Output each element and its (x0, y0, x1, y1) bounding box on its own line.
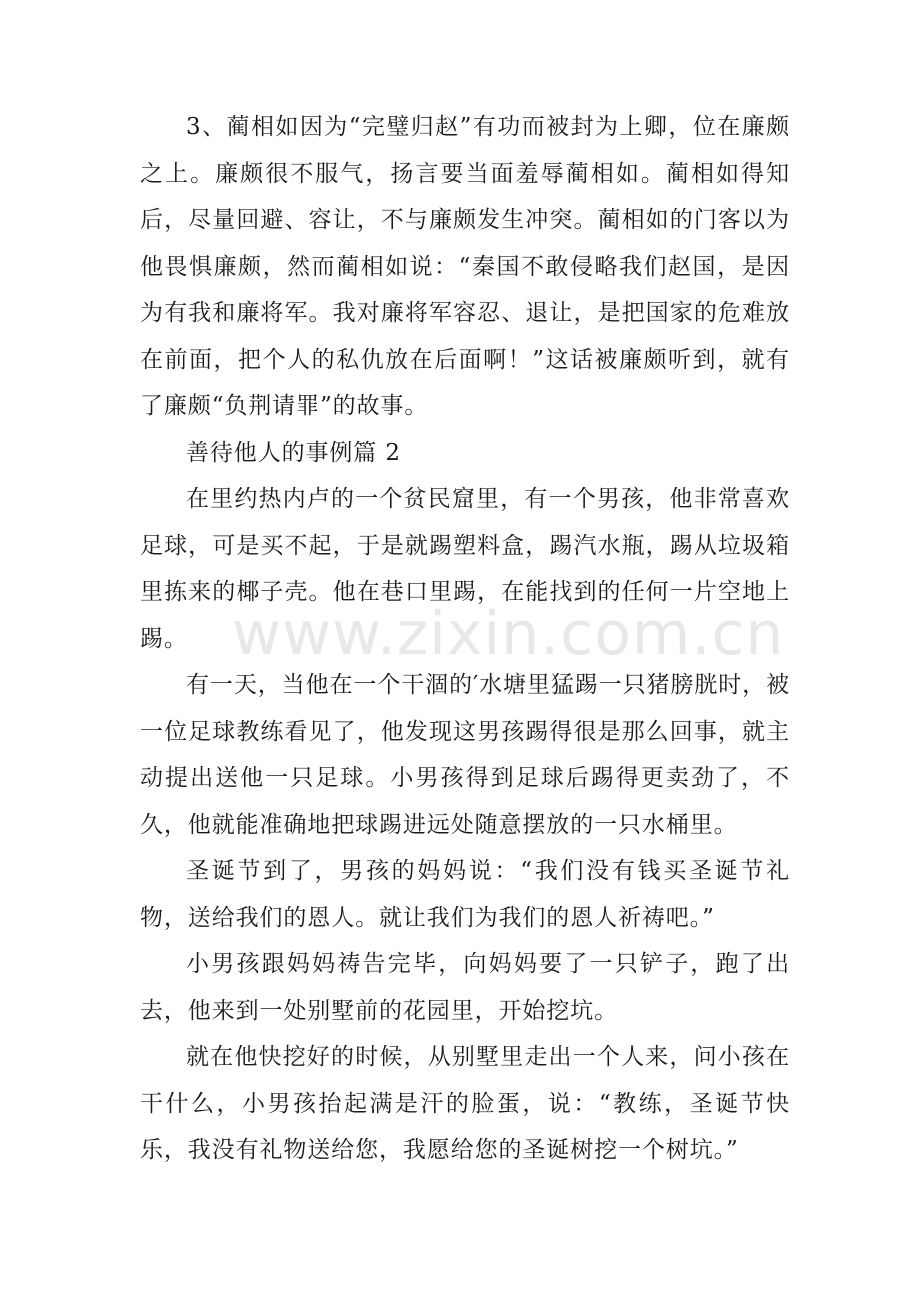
paragraph-christmas: 圣诞节到了，男孩的妈妈说：“我们没有钱买圣诞节礼物，送给我们的恩人。就让我们为我们的恩人祈祷吧。” (140, 858, 790, 931)
paragraph-tree-hole: 就在他快挖好的时候，从别墅里走出一个人来，问小孩在干什么，小男孩抬起满是汗的脸蛋，说：“教练，圣诞节快乐，我没有礼物送给您，我愿给您的圣诞树挖一个树坑。” (140, 1044, 790, 1163)
document-body (140, 104, 790, 1174)
section-heading: 善待他人的事例篇 2 (186, 439, 401, 466)
paragraph-coach: 有一天，当他在一个干涸的′水塘里猛踢一只猪膀胱时，被一位足球教练看见了，他发现这男孩踢得很是那么回事，就主动提出送他一只足球。小男孩得到足球后踢得更卖劲了，不久，他就能准确地把球踢进远处随意摆放的一只水桶里。 (140, 672, 790, 838)
paragraph-shovel: 小男孩跟妈妈祷告完毕，向妈妈要了一只铲子，跑了出去，他来到一处别墅前的花园里，开始挖坑。 (140, 951, 790, 1024)
watermark: www.zixin.com.cn (232, 599, 785, 669)
paragraph-lin-xiangru: 3、蔺相如因为“完璧归赵”有功而被封为上卿，位在廉颇之上。廉颇很不服气，扬言要当面羞辱蔺相如。蔺相如得知后，尽量回避、容让，不与廉颇发生冲突。蔺相如的门客以为他畏惧廉颇，然而蔺相如说：“秦国不敢侵略我们赵国，是因为有我和廉将军。我对廉将军容忍、退让，是把国家的危难放在前面，把个人的私仇放在后面啊！”这话被廉颇听到，就有了廉颇“负荆请罪”的故事。 (140, 114, 790, 419)
paragraph-favela-boy: 在里约热内卢的一个贫民窟里，有一个男孩，他非常喜欢足球，可是买不起，于是就踢塑料盒，踢汽水瓶，踢从垃圾箱里拣来的椰子壳。他在巷口里踢，在能找到的任何一片空地上踢。 (140, 486, 790, 652)
